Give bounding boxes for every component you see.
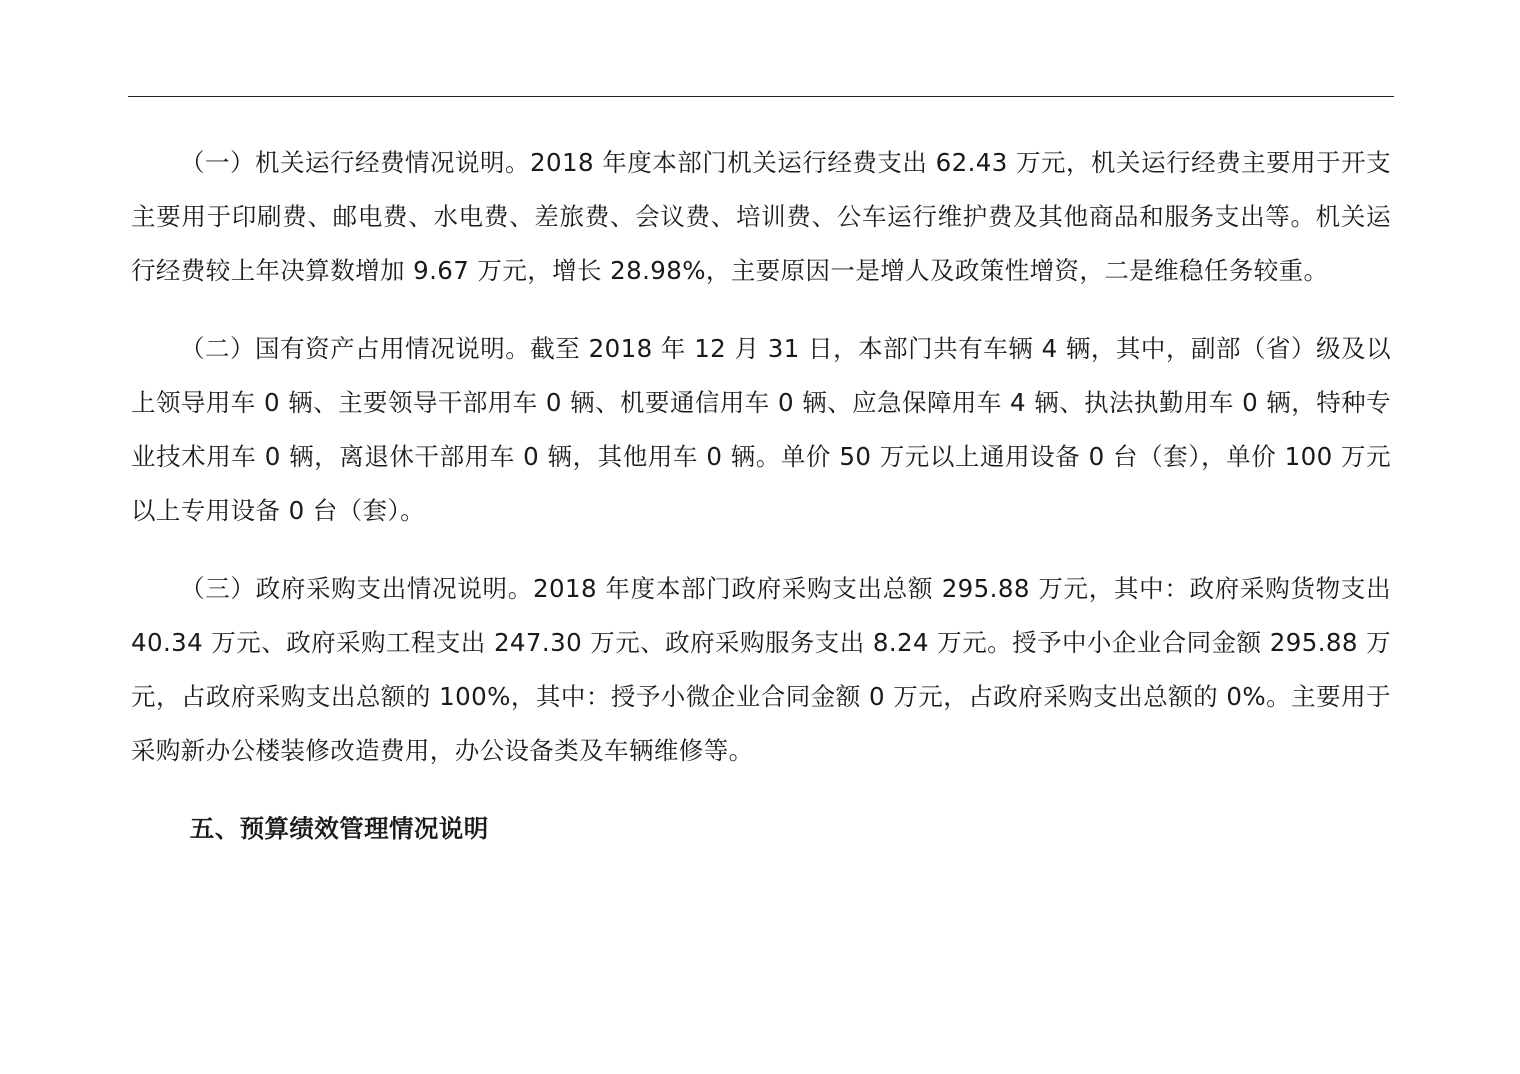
header-rule bbox=[128, 96, 1394, 97]
paragraph-operating-expenses: （一）机关运行经费情况说明。2018 年度本部门机关运行经费支出 62.43 万元，机关运行经费主要用于开支主要用于印刷费、邮电费、水电费、差旅费、会议费、培训费、公车运行维护费及其他商品和服务支出等。机关运行经费较上年决算数增加 9.67 万元，增长 28.98%，主要原因一是增人及政策性增资，二是维稳任务较重。 bbox=[131, 148, 1391, 285]
section-heading-performance-management: 五、预算绩效管理情况说明 bbox=[189, 814, 489, 843]
paragraph-government-procurement: （三）政府采购支出情况说明。2018 年度本部门政府采购支出总额 295.88 万元，其中：政府采购货物支出 40.34 万元、政府采购工程支出 247.30 万元、政府采购服务支出 8.24 万元。授予中小企业合同金额 295.88 万元，占政府采购支出总额的 100%，其中：授予小微企业合同金额 0 万元，占政府采购支出总额的 0%。主要用于采购新办公楼装修改造费用，办公设备类及车辆维修等。 bbox=[131, 574, 1391, 765]
document-body bbox=[131, 136, 1391, 856]
paragraph-state-assets: （二）国有资产占用情况说明。截至 2018 年 12 月 31 日，本部门共有车辆 4 辆，其中，副部（省）级及以上领导用车 0 辆、主要领导干部用车 0 辆、机要通信用车 0 辆、应急保障用车 4 辆、执法执勤用车 0 辆，特种专业技术用车 0 辆，离退休干部用车 0 辆，其他用车 0 辆。单价 50 万元以上通用设备 0 台（套），单价 100 万元以上专用设备 0 台（套）。 bbox=[131, 334, 1391, 525]
